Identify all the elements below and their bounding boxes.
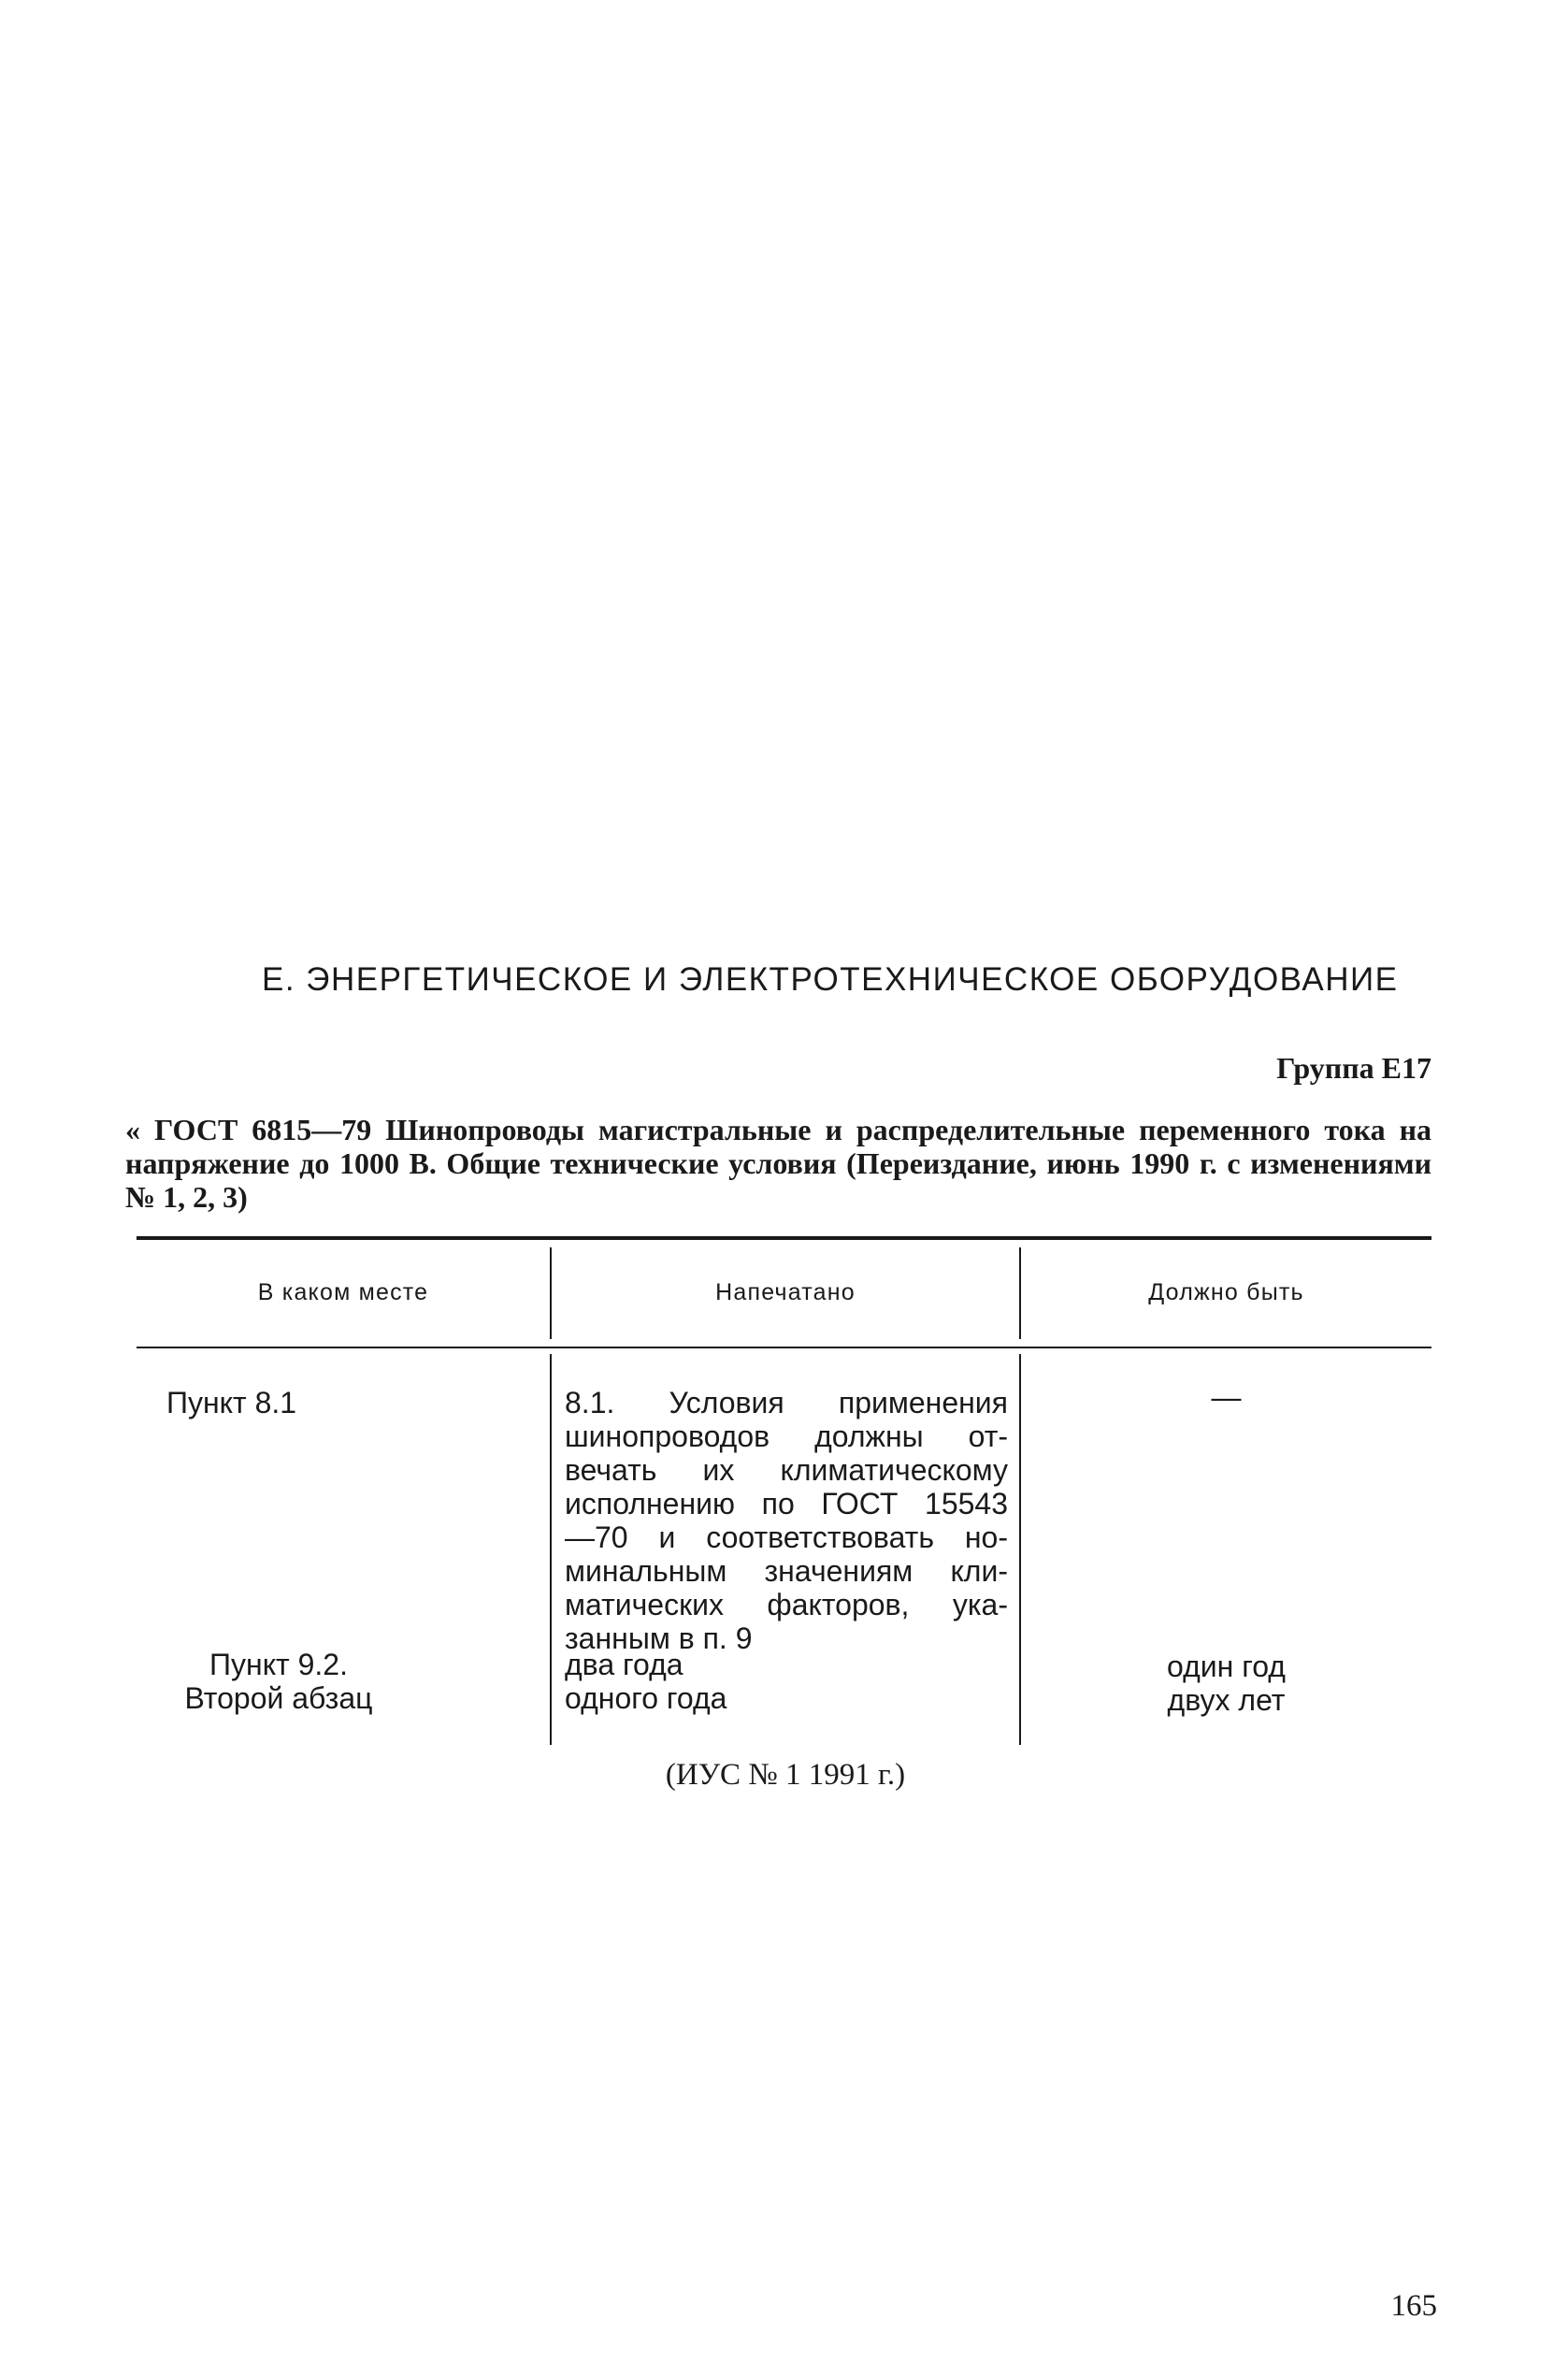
printed-line: 8.1. Условия применения xyxy=(565,1386,1008,1419)
table-cell-should-be: — xyxy=(1211,1380,1242,1414)
section-title: Е. ЭНЕРГЕТИЧЕСКОЕ И ЭЛЕКТРОТЕХНИЧЕСКОЕ ОБОРУДОВАНИЕ xyxy=(262,961,1399,998)
column-header-printed: Напечатано xyxy=(715,1279,856,1305)
table-cell-printed: одного года xyxy=(565,1681,727,1715)
printed-line: исполнению по ГОСТ 15543 xyxy=(565,1487,1008,1520)
printed-line: матических факторов, ука- xyxy=(565,1588,1008,1621)
table-cell-should-be: один год xyxy=(1167,1650,1286,1683)
printed-line: занным в п. 9 xyxy=(565,1621,753,1655)
page-number: 165 xyxy=(1390,2289,1437,2323)
table-cell-where: Пункт 9.2. Второй абзац xyxy=(184,1648,373,1715)
table-header-rule xyxy=(137,1347,1431,1348)
standard-heading: « ГОСТ 6815—79 Шинопроводы магистральные и распределительные переменного тока на напряжение до 1000 В. Общие технические условия (Переиздание, июнь 1990 г. с изменениями № 1, 2, 3) xyxy=(125,1113,1431,1214)
table-cell-where: Пункт 8.1 xyxy=(166,1386,297,1419)
printed-line: шинопроводов должны от- xyxy=(565,1419,1008,1453)
source-footnote: (ИУС № 1 1991 г.) xyxy=(665,1758,906,1792)
table-top-rule xyxy=(137,1236,1431,1240)
printed-line: вечать их климатическому xyxy=(565,1453,1008,1487)
column-header-should-be: Должно быть xyxy=(1148,1279,1304,1305)
printed-line: —70 и соответствовать но- xyxy=(565,1520,1008,1554)
printed-line: минальным значениям кли- xyxy=(565,1554,1008,1588)
body-column-divider xyxy=(550,1354,552,1745)
column-header-where: В каком месте xyxy=(257,1279,429,1305)
table-cell-printed: два года xyxy=(565,1648,683,1681)
table-cell-printed xyxy=(565,1386,1008,1655)
group-label: Группа Е17 xyxy=(1276,1051,1431,1085)
table-cell-should-be: двух лет xyxy=(1167,1683,1286,1717)
